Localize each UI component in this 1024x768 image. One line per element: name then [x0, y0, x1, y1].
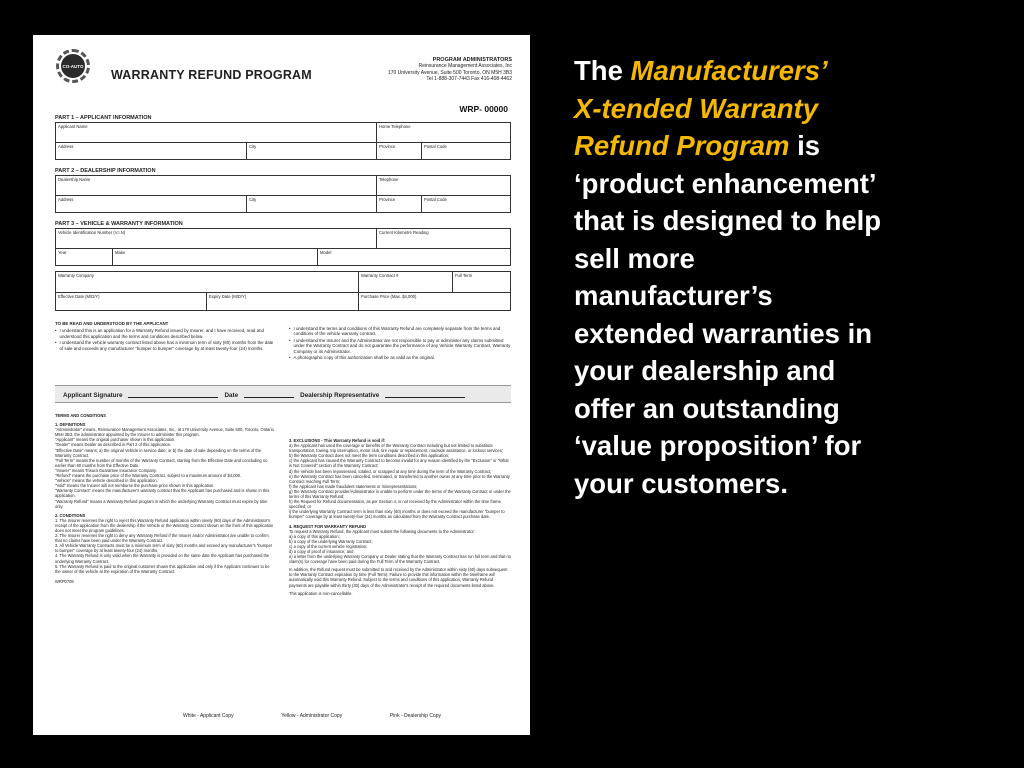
program-name-part-2: X-tended Warranty [574, 92, 818, 124]
dealer-rep-label: Dealership Representative [300, 392, 380, 399]
exclusion-item: d) the Vehicle has been repossessed, totaled, or scrapped at any time during the term of the Warranty Contract; [289, 468, 492, 474]
pitch-line-5: that is designed to help [574, 205, 882, 236]
terms-title: TERMS AND CONDITIONS [55, 413, 107, 418]
request-item: a) a copy of this application; [289, 533, 340, 539]
pitch-line-3: Refund Program is [574, 130, 821, 161]
part1-table [55, 122, 511, 160]
vin-field[interactable]: Vehicle Identification Number (V.I.N) [58, 230, 126, 235]
pitch-line-10: offer an outstanding [574, 392, 840, 424]
part3-table-a [55, 228, 511, 266]
admin-line-1: Reinsurance Management Associates, Inc [418, 63, 512, 70]
make-field[interactable]: Make [112, 249, 317, 266]
admin-line-2: 170 University Avenue, Suite 500 Toronto, ON M5H 3B3 [387, 69, 512, 76]
warranty-contract-field[interactable]: Warranty Contract # [358, 272, 452, 292]
definition-item: "Void" means the Insurer will not reimburse the purchase price shown in this application. [55, 483, 215, 489]
applicant-province-field[interactable]: Province [376, 143, 421, 160]
exclusion-item: h) the Request for Refund documentation, as per Section 4, is not received by the Administrator within the time frame specified; or [289, 499, 501, 510]
definition-item: "Refund" means the purchase price of the Warranty Contract, subject to a maximum amount of $4,000. [55, 473, 242, 479]
applicant-name-field[interactable]: Applicant Name [58, 124, 88, 129]
definitions-heading: 1. DEFINITIONS [55, 422, 86, 428]
date-line[interactable] [244, 392, 294, 398]
terms-left-column [55, 413, 275, 584]
yellow-copy-label: Yellow - Administrator Copy [281, 713, 343, 719]
pink-copy-label: Pink - Dealership Copy [389, 713, 441, 719]
pitch-line-9: your dealership and [574, 355, 836, 386]
pitch-line-12: your customers. [574, 467, 788, 499]
definition-item: "Insurer" means Trisura Guarantee Insurance Company. [55, 467, 157, 473]
definition-item: "Warranty Refund" means a Warranty Refund program in which the underlying Warranty Contract must expire by time only. [55, 498, 268, 509]
dealership-city-field[interactable]: City [246, 196, 376, 213]
applicant-signature-label: Applicant Signature [63, 392, 123, 399]
definition-item: "Effective Date" means; a) the original Vehicle in service date; or b) the date of sale depending on the terms of the Warranty Contract. [55, 447, 262, 458]
dealership-name-field[interactable]: Dealership Name [58, 177, 91, 182]
program-description [574, 52, 994, 502]
warranty-form-document [33, 35, 530, 735]
year-field[interactable]: Year [58, 250, 67, 255]
home-telephone-field[interactable]: Home Telephone [376, 123, 510, 142]
definition-item: "Warranty Contract" means the manufacturer's warranty contract that the Applicant has purchased and is shown in this application. [55, 488, 270, 499]
request-item: b) a copy of the underlying Warranty Contract; [289, 538, 373, 544]
program-name-part-1: Manufacturers’ [630, 55, 828, 86]
dealership-address-field[interactable]: Address [58, 197, 74, 202]
warranty-company-field[interactable]: Warranty Company [58, 273, 94, 278]
applicant-signature-line[interactable] [128, 392, 218, 398]
definition-item: "Applicant" means the original purchaser shown in this application. [55, 437, 176, 443]
signature-bar [55, 385, 511, 403]
non-cancellable-note: This application is non-cancellable. [289, 590, 353, 596]
pitch-line-8: extended warranties in [574, 317, 873, 349]
part1-title: PART 1 – APPLICANT INFORMATION [55, 115, 152, 121]
purchase-price-field[interactable]: Purchase Price (Max. $4,000) [358, 293, 510, 311]
part2-title: PART 2 – DEALERSHIP INFORMATION [55, 168, 156, 174]
applicant-postal-code-field[interactable]: Postal Code [421, 143, 510, 160]
understood-item: • I understand the vehicle warranty contract listed above has a minimum term of sixty (60) months from the date of sale and exceeds any manufacturer "bumper to bumper" coverage by at least twenty-four (24) months. [55, 340, 274, 351]
request-item: d) a copy of proof of insurance; and [289, 548, 354, 554]
understood-left [55, 321, 275, 352]
part2-table [55, 175, 511, 213]
expiry-date-field[interactable]: Expiry Date (M/D/Y) [206, 293, 358, 311]
program-name-part-3: Refund Program [574, 130, 790, 161]
date-label: Date [224, 392, 239, 399]
condition-item: 2. The Insurer reserves the right to deny any Warranty Refund if the Insurer and/or Administrator are unable to confirm that no claims have been paid under the Warranty Contract. [55, 533, 269, 544]
understood-item: • A photographic copy of this authorization shall be as valid as the original. [289, 355, 435, 361]
understood-item: • I understand the terms and conditions of this Warranty Refund are completely separate from the terms and conditions of the vehicle warranty contract. [289, 326, 501, 337]
condition-item: 1. The Insurer reserves the right to reject this Warranty Refund application within ninety (90) days of the Administrator's receipt of the application from the dealership if the Vehicle or the Warranty Contract shown on the front of this application does not meet the program guidelines. [55, 517, 274, 533]
definition-item: "Vehicle" means the vehicle described in this application. [55, 478, 158, 484]
request-item: To request a Warranty Refund, the Applicant must submit the following documents to the Administrator: [289, 528, 475, 534]
applicant-city-field[interactable]: City [246, 143, 376, 160]
request-item: c) a copy of the current vehicle registration; [289, 543, 368, 549]
pitch-line-4: ‘product enhancement’ [574, 167, 877, 199]
request-item: e) a letter from the underlying Warranty Company or Dealer stating that the Warranty Contract has run full term and that no claim(s) for coverage have been paid during the Full Term of the Warranty Contract. [289, 554, 511, 565]
exclusions-heading: 3. EXCLUSIONS - This Warranty Refund is void if: [289, 438, 386, 443]
form-number: WRP- 00000 [459, 104, 508, 114]
terms-right-column [289, 438, 511, 596]
understood-item: • I understand this is an application for a Warranty Refund issued by Insurer, and I have received, read and understood this application and the terms and conditions described below. [55, 328, 264, 339]
exclusion-item: e) the Warranty Contract has been cancelled, terminated, or transferred to another owner at any time prior to the Warranty Contract reaching Full Term; [289, 473, 510, 484]
form-title: WARRANTY REFUND PROGRAM [111, 68, 312, 82]
definition-item: "Administrator" means, Reinsurance Management Associates, Inc., at 170 University Avenue, Suite 500, Toronto, Ontario M5H 3B3, the administrator appointed by the Insurer to administer this program. [55, 427, 274, 438]
part3-title: PART 3 – VEHICLE & WARRANTY INFORMATION [55, 221, 183, 227]
part3-table-b [55, 271, 511, 311]
administrator-block [322, 57, 512, 82]
pitch-line-1: The Manufacturers’ [574, 55, 828, 86]
exclusion-item: f) the Applicant has made fraudulent statements or misrepresentations; [289, 483, 418, 489]
exclusion-item: b) the Warranty Contract does not meet the term conditions described in this application; [289, 453, 450, 459]
definition-item: "Full Term" means the number of months of the Warranty Contract, starting from the Effective Date and concluding no earlier than 60 months from the Effective Date. [55, 457, 268, 468]
dealership-province-field[interactable]: Province [376, 196, 421, 213]
logo-text: CO-AUTO [61, 54, 85, 78]
pitch-line-11: ‘value proposition’ for [574, 430, 862, 461]
exclusion-item: a) the Applicant has used the coverage or benefits of the Warranty Contract including but not limited to substitute transportation, towing, trip interruption, motor club, tire repair or replacement, roadside assistance, or lockout services; [289, 443, 503, 454]
understood-right [289, 326, 511, 361]
definition-item: "Dealer" means Dealer as described in Part 2 of this application. [55, 442, 172, 448]
conditions-heading: 2. CONDITIONS [55, 512, 86, 518]
pitch-line-6: sell more [574, 242, 695, 274]
request-heading: 4. REQUEST FOR WARRANTY REFUND [289, 523, 367, 529]
current-km-field[interactable]: Current Kilometre Reading [376, 229, 510, 248]
admin-title: PROGRAM ADMINISTRATORS [432, 57, 512, 63]
effective-date-field[interactable]: Effective Date (M/D/Y) [58, 294, 100, 299]
exclusion-item: c) the Applicant has caused the Warranty Contract to become invalid for any reason identified by the "Exclusion" or "What is Not Covered" section of the Warranty Contract; [289, 458, 509, 469]
condition-item: 4. The Warranty Refund is only valid when the Warranty is provided on the same date the Applicant has purchased the underlying Warranty Contract. [55, 553, 270, 564]
co-auto-logo [56, 49, 90, 83]
copy-distribution-footer [55, 713, 511, 719]
understood-title: TO BE READ AND UNDERSTOOD BY THE APPLICANT [55, 321, 169, 326]
exclusion-item: g) the Warranty Contract provider/Administrator is unable to perform under the terms of the Warranty Contract or under the terms of this Warranty Refund; [289, 488, 511, 500]
dealership-telephone-field[interactable]: Telephone [376, 176, 510, 195]
condition-item: 5. The Warranty Refund is paid to the original customer shown this application and only if the Applicant continues to be the owner of the vehicle at the expiration of the Warranty Contract. [55, 563, 270, 574]
understood-item: • I understand the Insurer and the Administrator are not responsible to pay or administer any claims submitted under the Warranty Contract and do not guarantee the performance of any Vehicle Warranty Contract, Warranty Company or its Administrator. [289, 337, 511, 354]
form-code: WRP0708 [55, 578, 74, 584]
white-copy-label: White - Applicant Copy [183, 713, 234, 719]
dealer-rep-line[interactable] [385, 392, 465, 398]
dealership-postal-code-field[interactable]: Postal Code [421, 196, 510, 213]
admin-line-3: Tel 1-888-307-7443 Fax 416-408-4462 [426, 75, 512, 82]
request-note: In addition, the Refund request must be submitted to and received by the Administrator within sixty (60) days subsequent to the Warranty Contract expiration by time (Full Term). Failure to provide this information within the timeframe will automatically void this Warranty Refund. Subject to the terms and conditions of this application, Warranty Refund payments are payable within thirty (30) days of the Administrator's receipt of the required documents listed above. [289, 567, 508, 588]
exclusion-item: i) the underlying Warranty Contract term is less than sixty (60) months or does not exceed the manufacturer "bumper to bumper" coverage by at least twenty-four (24) months as calculated from the Warranty Contract purchase date. [289, 509, 505, 520]
pitch-line-7: manufacturer’s [574, 280, 773, 311]
condition-item: 3. All Vehicle Warranty Contracts must be a minimum term of sixty (60) months and exceed any manufacturer's "bumper to bumper" coverage by at least twenty-four (24) months. [55, 543, 273, 554]
model-field[interactable]: Model [317, 249, 510, 266]
full-term-field[interactable]: Full Term [452, 272, 510, 292]
applicant-address-field[interactable]: Address [58, 144, 74, 149]
